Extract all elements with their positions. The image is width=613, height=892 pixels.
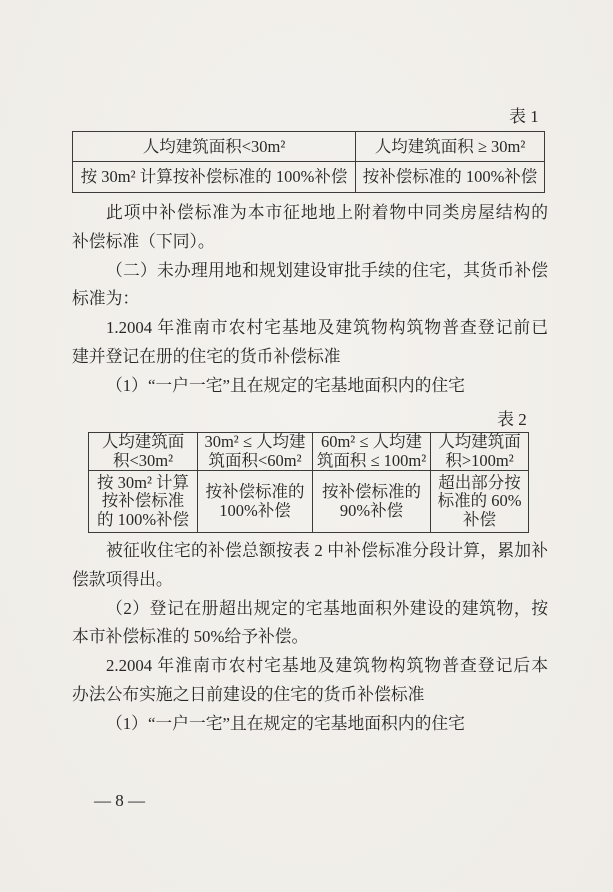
cell-line: 标准的 60% — [437, 491, 522, 511]
table-row — [89, 471, 529, 533]
cell-line: 按补偿标准 — [101, 491, 185, 511]
paragraph — [72, 199, 548, 257]
table-cell: 按补偿标准的 100%补偿 — [356, 162, 545, 193]
text-line: 办法公布实施之日前建设的住宅的货币补偿标准 — [72, 684, 425, 704]
text-line: 1.2004 年淮南市农村宅基地及建筑物构筑物普查登记前已 — [106, 318, 548, 338]
cell-line: 超出部分按 — [438, 472, 521, 492]
text-line: 标准为： — [72, 289, 140, 309]
lower-text-block — [72, 537, 548, 739]
table-cell — [313, 433, 431, 471]
table-cell: 人均建筑面积 ≥ 30m² — [356, 132, 545, 162]
paragraph — [72, 314, 548, 372]
text-line: 此项中补偿标准为本市征地地上附着物中同类房屋结构的 — [106, 203, 548, 222]
text-line: 补偿标准（下同）。 — [72, 231, 215, 251]
table-cell — [431, 471, 529, 533]
table-cell — [89, 471, 198, 533]
cell-line: 30m² ≤ 人均建 — [204, 432, 306, 451]
table-cell: 人均建筑面积<30m² — [73, 132, 356, 162]
cell-line: 积<30m² — [112, 450, 174, 470]
table-1-caption: 表 1 — [509, 107, 539, 126]
cell-line: 补偿 — [463, 509, 496, 529]
paragraph — [72, 595, 548, 653]
cell-line: 60m² ≤ 人均建 — [320, 432, 423, 451]
text-line: 本市补偿标准的 50%给予补偿。 — [72, 627, 309, 647]
table-cell — [198, 471, 313, 533]
cell-line: 积>100m² — [445, 450, 514, 470]
paragraph — [72, 372, 548, 401]
text-line: 被征收住宅的补偿总额按表 2 中补偿标准分段计算，累加补 — [106, 541, 548, 560]
text-line: 2.2004 年淮南市农村宅基地及建筑物构筑物普查登记后本 — [106, 656, 548, 676]
text-line: （二）未办理用地和规划建设审批手续的住宅，其货币补偿 — [106, 260, 548, 280]
table-row — [89, 433, 529, 471]
cell-line: 筑面积 ≤ 100m² — [316, 450, 427, 470]
table-cell — [313, 471, 431, 533]
cell-line: 100%补偿 — [219, 500, 291, 520]
paragraph — [72, 710, 548, 739]
compensation-table-1 — [72, 131, 545, 193]
paragraph — [72, 257, 548, 315]
table-cell: 按 30m² 计算按补偿标准的 100%补偿 — [73, 162, 356, 193]
table-row — [73, 162, 545, 193]
text-line: （2）登记在册超出规定的宅基地面积外建设的建筑物，按 — [106, 598, 548, 618]
table-cell — [89, 433, 198, 471]
cell-line: 筑面积<60m² — [208, 450, 302, 470]
cell-line: 按补偿标准的 — [322, 482, 421, 501]
text-line: （1）“一户一宅”且在规定的宅基地面积内的住宅 — [106, 713, 465, 733]
text-line: 偿款项得出。 — [72, 569, 173, 589]
text-line: 建并登记在册的住宅的货币补偿标准 — [72, 346, 341, 366]
table-cell — [431, 433, 529, 471]
cell-line: 人均建筑面 — [438, 432, 521, 451]
cell-line: 90%补偿 — [339, 500, 404, 520]
cell-line: 按补偿标准的 — [205, 482, 305, 501]
upper-text-block — [72, 199, 548, 401]
table-cell — [198, 433, 313, 471]
compensation-table-2 — [88, 432, 529, 533]
page-number: — 8 — — [94, 791, 145, 810]
table-2-caption: 表 2 — [497, 410, 527, 429]
table-row — [73, 132, 545, 162]
cell-line: 人均建筑面 — [101, 432, 185, 451]
cell-line: 的 100%补偿 — [96, 509, 190, 529]
paragraph — [72, 537, 548, 595]
text-line: （1）“一户一宅”且在规定的宅基地面积内的住宅 — [106, 375, 465, 395]
cell-line: 按 30m² 计算 — [96, 472, 190, 492]
paragraph — [72, 652, 548, 710]
